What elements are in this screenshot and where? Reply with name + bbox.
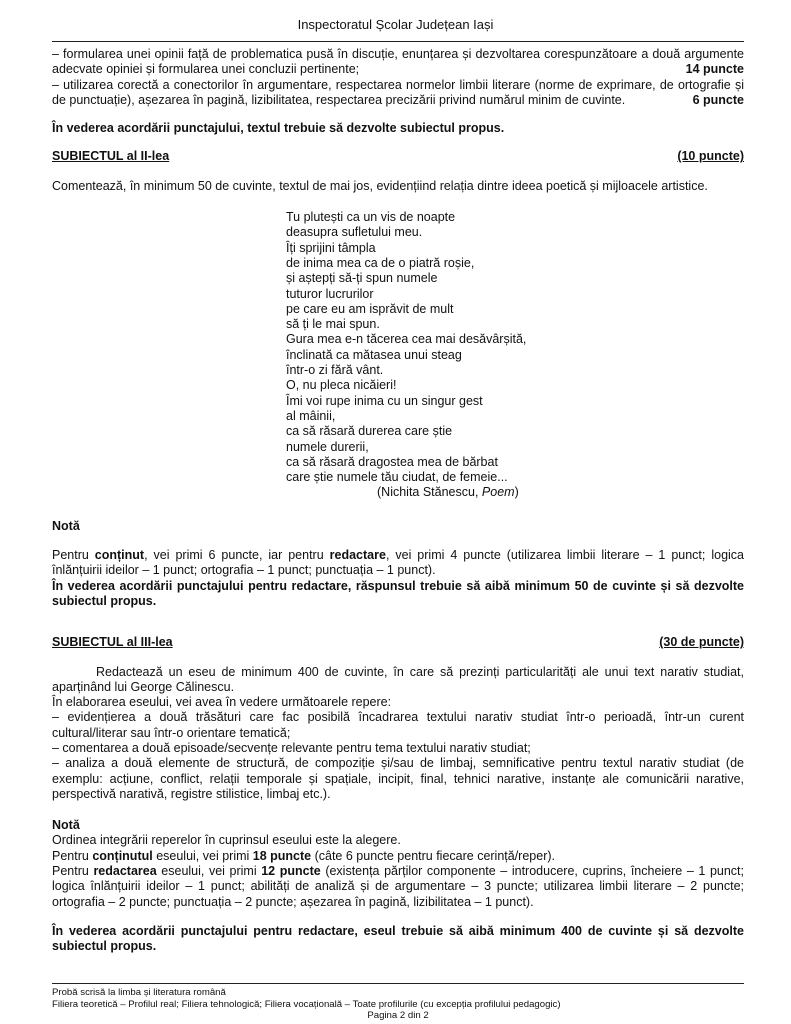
footer-profiles: Filiera teoretică – Profilul real; Filiera tehnologică; Filiera vocațională – Toate profilurile (cu excepția profilului pedagogic) (52, 998, 561, 1010)
poem-source-author: (Nichita Stănescu, (377, 485, 482, 500)
note-text-part: eseului, vei primi (156, 864, 262, 879)
criterion-1-points-value: 14 puncte (685, 62, 744, 77)
subject2-instruction: Comentează, în minimum 50 de cuvinte, textul de mai jos, evidențiind relația dintre ideea poetică și mijloacele artistice. (52, 178, 708, 193)
note-text-part: Pentru (52, 848, 93, 863)
note-text-part: , vei primi 6 puncte, iar pentru (144, 548, 330, 563)
subject3-guide-item: – comentarea a două episoade/secvențe relevante pentru tema textului narativ studiat; (52, 740, 531, 755)
poem-line: Tu plutești ca un vis de noapte (286, 210, 456, 225)
subject3-note-redactare (52, 864, 744, 910)
subject3-heading (52, 635, 744, 650)
poem-line: deasupra sufletului meu. (286, 225, 423, 240)
poem-line: al mâinii, (286, 408, 336, 423)
subject2-note-text (52, 548, 744, 579)
poem-line: O, nu pleca nicăieri! (286, 378, 397, 393)
subject3-note-order: Ordinea integrării reperelor în cuprinsul eseului este la alegere. (52, 833, 401, 848)
poem-line: numele durerii, (286, 439, 369, 454)
document-body (52, 47, 744, 955)
subject3-note-content (52, 849, 744, 864)
subject3-note-requirement: În vederea acordării punctajului pentru redactare, eseul trebuie să aibă minimum 400 de cuvinte și să dezvolte subiectul propus. (52, 923, 744, 954)
subject3-guide-item: – analiza a două elemente de structură, de compoziție și/sau de limbaj, semnificative pentru textul narativ studiat (de exemplu: acțiune, conflict, relații temporale și spațiale, incipit, final, tehnici narative, instanțe ale comunicării narative, perspectivă narativă, registre stilistice, limbaj etc.). (52, 756, 744, 801)
poem (286, 210, 586, 501)
header-divider (52, 41, 744, 42)
footer-exam-title: Probă scrisă la limba și literatura română (52, 987, 226, 998)
subject3-guide-item: – evidențierea a două trăsături care fac posibilă încadrarea textului narativ studiat într-o perioadă, într-un curent cultural/literar sau într-o orientare tematică; (52, 710, 744, 740)
poem-line: ca să răsară dragostea mea de bărbat (286, 454, 498, 469)
criterion-2-points-value: 6 puncte (692, 92, 744, 107)
poem-source-close: ) (514, 485, 519, 500)
note-text-part: Pentru (52, 864, 94, 879)
subject2-heading (52, 149, 744, 164)
note-content-points: 18 puncte (252, 848, 312, 863)
poem-line: să ți le mai spun. (286, 317, 380, 332)
footer-divider (52, 983, 744, 984)
note-text-part: Pentru (52, 548, 95, 563)
poem-line: tuturor lucrurilor (286, 286, 374, 301)
footer-page-number: Pagina 2 din 2 (367, 1010, 429, 1021)
note-redactare-term: redactarea (93, 864, 157, 879)
poem-line: și aștepți să-ți spun numele (286, 271, 438, 286)
poem-line: de inima mea ca de o piatră roșie, (286, 255, 475, 270)
poem-source (377, 485, 586, 500)
criterion-2-text: – utilizarea corectă a conectorilor în argumentare, respectarea normelor limbii literare (norme de exprimare, de ortografie și de punctuație), așezarea în pagină, lizibilitatea, respectarea precizării privind numărul minim de cuvinte. (52, 77, 744, 107)
subject3-points: (30 de puncte) (659, 635, 744, 650)
poem-line: care știe numele tău ciudat, de femeie... (286, 470, 508, 485)
note-text-part: eseului, vei primi (152, 848, 253, 863)
poem-line: Gura mea e-n tăcerea cea mai desăvârșită, (286, 332, 527, 347)
note-text-part: (existența părților componente – introducere, cuprins, încheiere – 1 punct; logica înlănțuirii ideilor – 1 punct; abilități de analiză și de argumentare – 3 puncte; utilizarea limbii literare – 2 puncte; ortografia – 2 puncte; punctuația – 2 puncte; așezarea în pagină, lizibilitatea – 1 punct). (52, 864, 744, 909)
poem-line: înclinată ca mătasea unui steag (286, 347, 462, 362)
note-content-term: conținut (94, 548, 145, 563)
poem-source-title: Poem (481, 485, 515, 500)
poem-line: ca să răsară durerea care știe (286, 424, 453, 439)
poem-line: Îți sprijini tâmpla (286, 240, 376, 255)
subject1-requirement: În vederea acordării punctajului, textul trebuie să dezvolte subiectul propus. (52, 121, 505, 136)
note-redactare-term: redactare (329, 548, 386, 563)
note-text-part: (câte 6 puncte pentru fiecare cerință/reper). (311, 848, 556, 863)
poem-line: într-o zi fără vânt. (286, 363, 384, 378)
subject3-guide-intro: În elaborarea eseului, vei avea în vedere următoarele repere: (52, 695, 392, 710)
note-content-term: conținutul (92, 848, 153, 863)
note-text-part: , vei primi 4 puncte (utilizarea limbii literare – 1 punct; logica înlănțuirii ideilor – 1 punct; ortografia – 1 punct; punctuația – 1 punct). (52, 548, 744, 578)
note-redactare-points: 12 puncte (261, 864, 321, 879)
poem-line: pe care eu am isprăvit de mult (286, 301, 454, 316)
page-header-title: Inspectoratul Școlar Județean Iași (297, 17, 494, 32)
subject2-points: (10 puncte) (677, 149, 744, 164)
criterion-1-text: – formularea unei opinii față de problematica pusă în discuție, enunțarea și dezvoltarea corespunzătoare a două argumente adecvate opiniei și formularea unei concluzii pertinente; (52, 47, 744, 77)
poem-line: Îmi voi rupe inima cu un singur gest (286, 393, 483, 408)
subject3-title: SUBIECTUL al III-lea (52, 635, 173, 650)
page-footer (52, 987, 744, 1022)
subject2-note-requirement: În vederea acordării punctajului pentru redactare, răspunsul trebuie să aibă minimum 50 de cuvinte și să dezvolte subiectul propus. (52, 578, 744, 608)
subject3-note-title: Notă (52, 818, 80, 833)
subject2-title: SUBIECTUL al II-lea (52, 149, 170, 164)
subject3-task: Redactează un eseu de minimum 400 de cuvinte, în care să prezinți particularități ale unui text narativ studiat, aparținând lui George Călinescu. (52, 664, 744, 694)
subject2-note-title: Notă (52, 518, 80, 533)
